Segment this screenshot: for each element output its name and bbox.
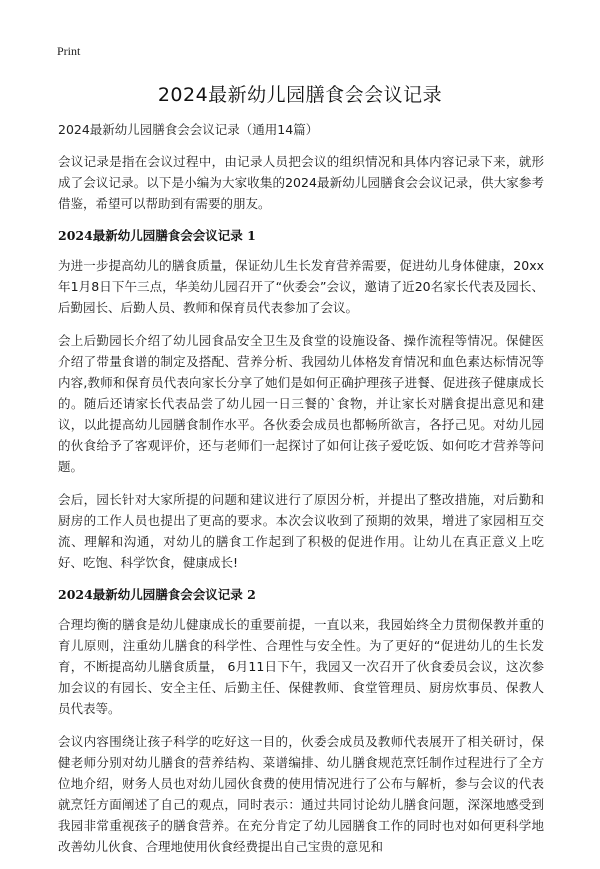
- section-heading: 2024最新幼儿园膳食会会议记录 1: [58, 228, 256, 243]
- intro-paragraph: 会议记录是指在会议过程中，由记录人员把会议的组织情况和具体内容记录下来，就形成了会议记录。以下是小编为大家收集的2024最新幼儿园膳食会会议记录，供大家参考借鉴，希望可以帮助到有需要的朋友。: [58, 154, 544, 211]
- section-paragraph: 会议内容围绕让孩子科学的吃好这一目的，伙委会成员及教师代表展开了相关研讨，保健老师分别对幼儿膳食的营养结构、菜谱编排、幼儿膳食规范烹饪制作过程进行了全方位地介绍，财务人员也对幼儿园伙食费的使用情况进行了公布与解析，参与会议的代表就烹饪方面阐述了自己的观点，同时表示：通过共同讨论幼儿膳食问题，深深地感受到我园非常重视孩子的膳食营养。在充分肯定了幼儿园膳食工作的同时也对如何更科学地改善幼儿伙食、合理地使用伙食经费提出自己宝贵的意见和: [58, 734, 544, 854]
- section-heading: 2024最新幼儿园膳食会会议记录 2: [58, 587, 256, 602]
- print-link[interactable]: Print: [57, 44, 81, 58]
- section-1: [58, 226, 544, 573]
- section-paragraph: 为进一步提高幼儿的膳食质量，保证幼儿生长发育营养需要，促进幼儿身体健康，20xx年1月8日下午三点，华美幼儿园召开了“伙委会”会议，邀请了近20名家长代表及园长、后勤园长、后勤人员、教师和保育员代表参加了会议。: [58, 258, 544, 315]
- section-paragraph: 会后，园长针对大家所提的问题和建议进行了原因分析，并提出了整改措施，对后勤和厨房的工作人员也提出了更高的要求。本次会议收到了预期的效果，增进了家园相互交流、理解和沟通，对幼儿的膳食工作起到了积极的促进作用。让幼儿在真正意义上吃好、吃饱、科学饮食，健康成长!: [58, 492, 544, 570]
- section-paragraph: 会上后勤园长介绍了幼儿园食品安全卫生及食堂的设施设备、操作流程等情况。保健医介绍了带量食谱的制定及搭配、营养分析、我园幼儿体格发育情况和血色素达标情况等内容,教师和保育员代表向家长分享了她们是如何正确护理孩子进餐、促进孩子健康成长的。随后还请家长代表品尝了幼儿园一日三餐的`食物，并让家长对膳食提出意见和建议，以此提高幼儿园膳食制作水平。各伙委会成员也都畅所欲言，各抒己见。对幼儿园的伙食给予了客观评价，还与老师们一起探讨了如何让孩子爱吃饭、如何吃才营养等问题。: [58, 333, 544, 474]
- page-title: 2024最新幼儿园膳食会会议记录: [157, 84, 443, 106]
- section-2: [58, 585, 544, 857]
- article-body: [58, 151, 544, 869]
- section-paragraph: 合理均衡的膳食是幼儿健康成长的重要前提，一直以来，我园始终全力贯彻保教并重的育儿原则，注重幼儿膳食的科学性、合理性与安全性。为了更好的“促进幼儿的生长发育，不断提高幼儿膳食质量， 6月11日下午，我园又一次召开了伙食委员会议，这次参加会议的有园长、安全主任、后勤主任、保健教师、食堂管理员、厨房炊事员、保教人员代表等。: [58, 617, 544, 716]
- subtitle: 2024最新幼儿园膳食会会议记录（通用14篇）: [58, 122, 319, 137]
